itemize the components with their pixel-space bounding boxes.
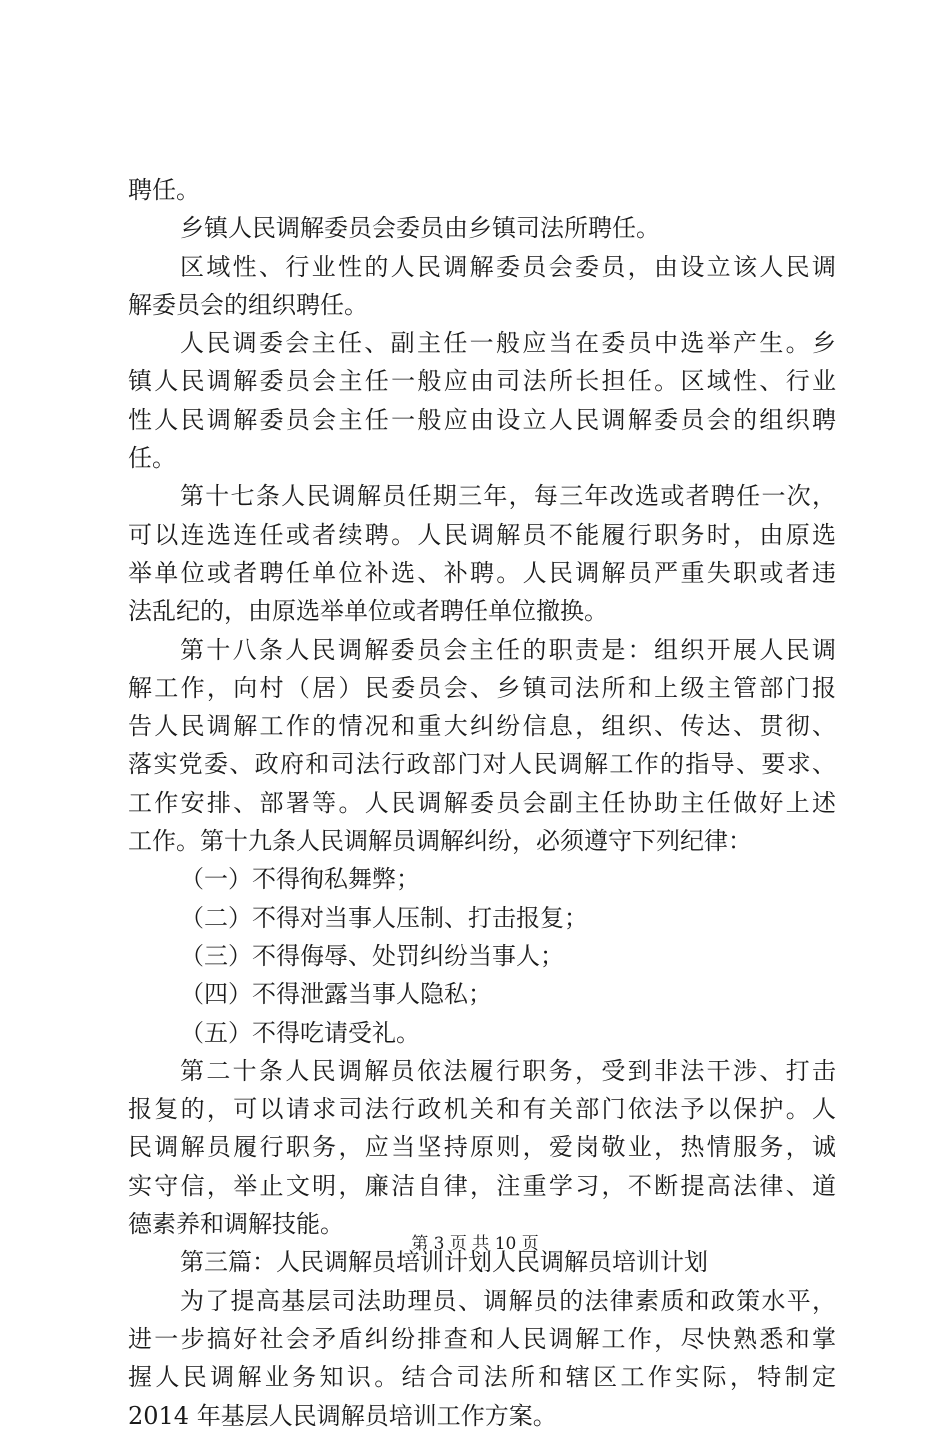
text-line: 可以连选连任或者续聘。人民调解员不能履行职务时，由原选 [128, 520, 836, 549]
text-line: 2014 年基层人民调解员培训工作方案。 [128, 1401, 557, 1430]
text-line: 解工作，向村（居）民委员会、乡镇司法所和上级主管部门报 [128, 673, 836, 702]
text-line: 报复的，可以请求司法行政机关和有关部门依法予以保护。人 [128, 1095, 836, 1124]
list-item: （一）不得徇私舞弊； [180, 865, 420, 894]
text-line: 人民调委会主任、副主任一般应当在委员中选举产生。乡 [180, 329, 836, 358]
text-line: 镇人民调解委员会主任一般应由司法所长担任。区域性、行业 [128, 367, 836, 396]
text-line: 民调解员履行职务，应当坚持原则，爱岗敬业，热情服务，诚 [128, 1133, 836, 1162]
text-line: 乡镇人民调解委员会委员由乡镇司法所聘任。 [180, 214, 660, 243]
list-item: （二）不得对当事人压制、打击报复； [180, 903, 588, 932]
text-line: 解委员会的组织聘任。 [128, 290, 368, 319]
list-item: （三）不得侮辱、处罚纠纷当事人； [180, 941, 564, 970]
text-line: 第二十条人民调解员依法履行职务，受到非法干涉、打击 [180, 1056, 836, 1085]
text-line: 举单位或者聘任单位补选、补聘。人民调解员严重失职或者违 [128, 558, 836, 587]
text-line: 实守信，举止文明，廉洁自律，注重学习，不断提高法律、道 [128, 1171, 836, 1200]
text-line: 工作。第十九条人民调解员调解纠纷，必须遵守下列纪律： [128, 827, 752, 856]
list-item: （四）不得泄露当事人隐私； [180, 980, 492, 1009]
text-line: 性人民调解委员会主任一般应由设立人民调解委员会的组织聘 [128, 405, 836, 434]
text-line: 落实党委、政府和司法行政部门对人民调解工作的指导、要求、 [128, 750, 836, 779]
text-line: 进一步搞好社会矛盾纠纷排查和人民调解工作，尽快熟悉和掌 [128, 1324, 836, 1353]
text-line: 为了提高基层司法助理员、调解员的法律素质和政策水平， [180, 1286, 836, 1315]
text-line: 握人民调解业务知识。结合司法所和辖区工作实际，特制定 [128, 1363, 836, 1392]
text-line: 任。 [128, 444, 176, 473]
text-line: 告人民调解工作的情况和重大纠纷信息，组织、传达、贯彻、 [128, 712, 836, 741]
text-line: 法乱纪的，由原选举单位或者聘任单位撤换。 [128, 597, 608, 626]
text-line: 聘任。 [128, 176, 200, 204]
text-line: 区域性、行业性的人民调解委员会委员，由设立该人民调 [180, 252, 836, 281]
section-heading: 第三篇：人民调解员培训计划人民调解员培训计划 [180, 1248, 708, 1277]
text-line: 第十七条人民调解员任期三年，每三年改选或者聘任一次， [180, 482, 836, 511]
text-line: 工作安排、部署等。人民调解委员会副主任协助主任做好上述 [128, 788, 836, 817]
text-line: 德素养和调解技能。 [128, 1210, 344, 1239]
page-number-footer: 第 3 页 共 10 页 [411, 1234, 539, 1254]
text-line: 第十八条人民调解委员会主任的职责是：组织开展人民调 [180, 635, 836, 664]
list-item: （五）不得吃请受礼。 [180, 1018, 420, 1047]
